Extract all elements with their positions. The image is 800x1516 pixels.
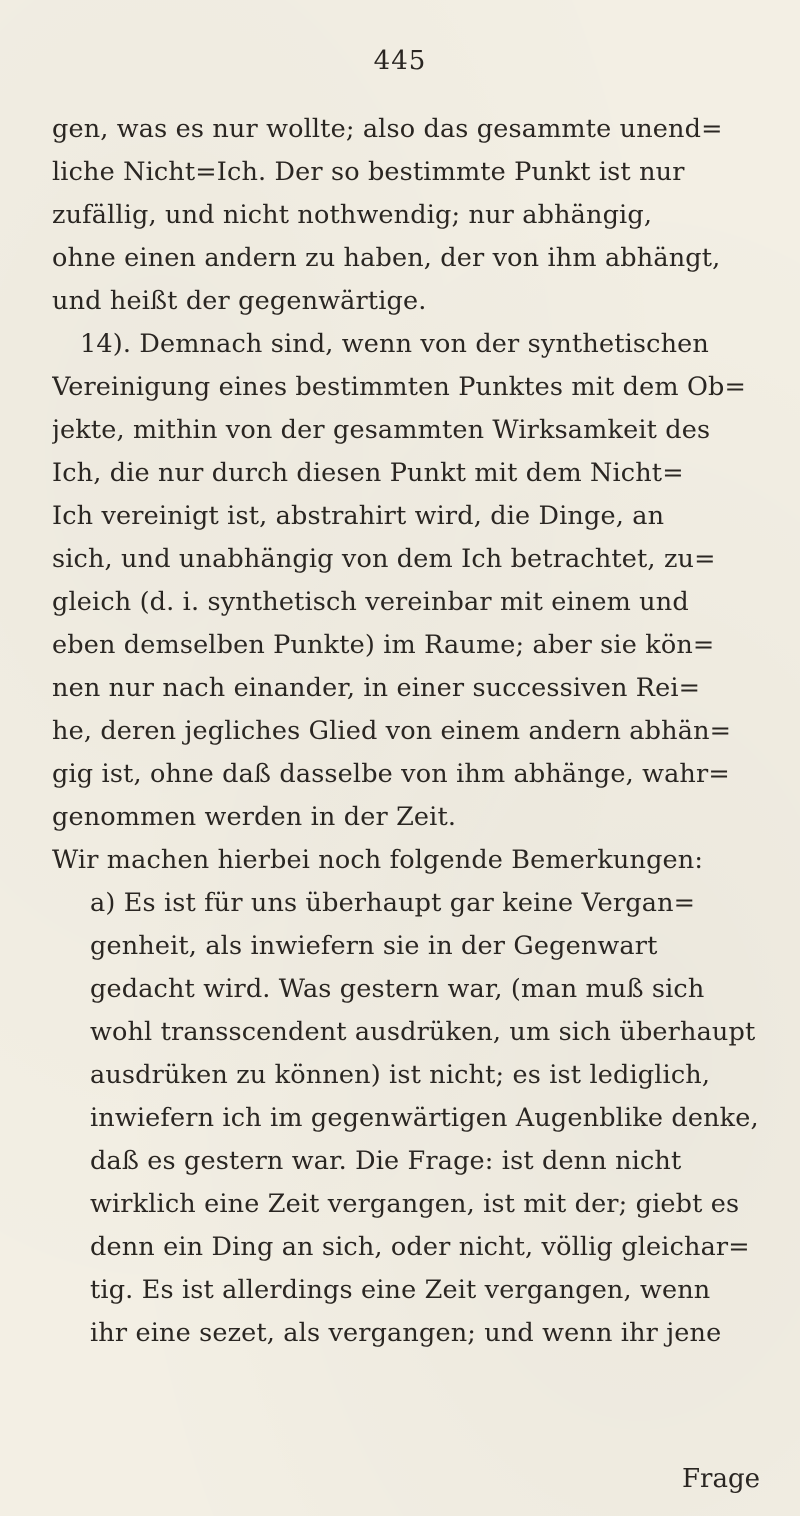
text-line: liche Nicht=Ich. Der so bestimmte Punkt ist nur <box>52 157 685 187</box>
text-line: daß es gestern war. Die Frage: ist denn nicht <box>90 1146 682 1176</box>
text-line: nen nur nach einander, in einer successiven Rei= <box>52 673 701 703</box>
text-line: gedacht wird. Was gestern war, (man muß sich <box>90 974 705 1004</box>
text-line: und heißt der gegenwärtige. <box>52 286 427 316</box>
text-line: genommen werden in der Zeit. <box>52 802 457 832</box>
text-line: 14). Demnach sind, wenn von der synthetischen <box>80 329 709 359</box>
text-line: zufällig, und nicht nothwendig; nur abhängig, <box>52 200 653 230</box>
text-line: gleich (d. i. synthetisch vereinbar mit einem und <box>52 587 689 617</box>
text-line: ausdrüken zu können) ist nicht; es ist lediglich, <box>90 1060 711 1090</box>
body-text <box>52 108 772 1355</box>
text-line: Wir machen hierbei noch folgende Bemerkungen: <box>52 845 704 875</box>
text-line: sich, und unabhängig von dem Ich betrachtet, zu= <box>52 544 716 574</box>
text-line: ohne einen andern zu haben, der von ihm abhängt, <box>52 243 721 273</box>
text-line: gen, was es nur wollte; also das gesammte unend= <box>52 114 723 144</box>
text-line: genheit, als inwiefern sie in der Gegenwart <box>90 931 658 961</box>
text-line: Vereinigung eines bestimmten Punktes mit dem Ob= <box>52 372 747 402</box>
text-line: inwiefern ich im gegenwärtigen Augenblike denke, <box>90 1103 759 1133</box>
text-line: Ich vereinigt ist, abstrahirt wird, die Dinge, an <box>52 501 665 531</box>
text-line: tig. Es ist allerdings eine Zeit vergangen, wenn <box>90 1275 711 1305</box>
text-line: a) Es ist für uns überhaupt gar keine Vergan= <box>90 888 696 918</box>
text-line: he, deren jegliches Glied von einem andern abhän= <box>52 716 732 746</box>
page-number: 445 <box>373 46 427 76</box>
text-line: ihr eine sezet, als vergangen; und wenn ihr jene <box>90 1318 722 1348</box>
text-line: Ich, die nur durch diesen Punkt mit dem Nicht= <box>52 458 684 488</box>
text-line: wirklich eine Zeit vergangen, ist mit der; giebt es <box>90 1189 740 1219</box>
text-line: gig ist, ohne daß dasselbe von ihm abhänge, wahr= <box>52 759 730 789</box>
text-line: eben demselben Punkte) im Raume; aber sie kön= <box>52 630 715 660</box>
text-line: wohl transscendent ausdrüken, um sich überhaupt <box>90 1017 756 1047</box>
catchword: Frage <box>682 1464 760 1494</box>
text-line: jekte, mithin von der gesammten Wirksamkeit des <box>52 415 711 445</box>
text-line: denn ein Ding an sich, oder nicht, völlig gleichar= <box>90 1232 750 1262</box>
